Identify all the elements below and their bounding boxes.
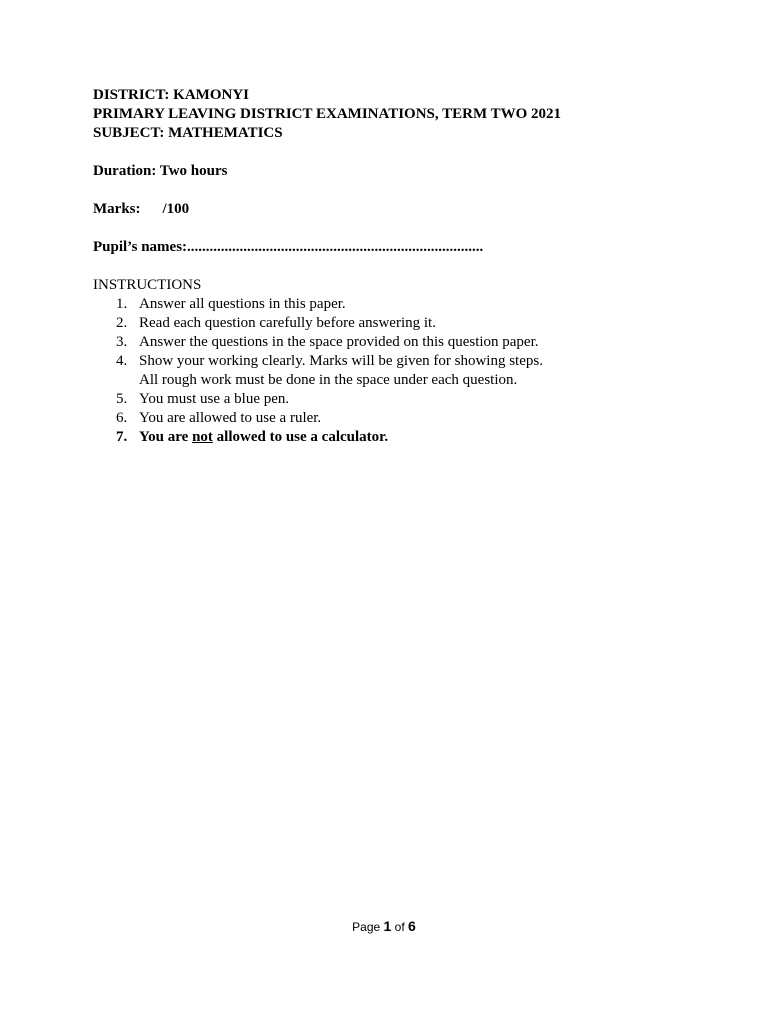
instruction-text: Answer the questions in the space provided on this question paper.: [139, 334, 539, 350]
marks-label: Marks:: [93, 201, 141, 217]
instruction-text: Read each question carefully before answering it.: [139, 315, 436, 331]
footer-total-pages: 6: [408, 918, 416, 934]
instruction-number: 4.: [116, 353, 128, 369]
instruction-text: You are allowed to use a ruler.: [139, 410, 322, 426]
instruction-item: [93, 409, 713, 428]
instruction-text-post: allowed to use a calculator.: [212, 429, 389, 445]
instruction-text: You must use a blue pen.: [139, 391, 290, 407]
instruction-item: [93, 390, 713, 409]
instruction-item: [93, 352, 713, 390]
marks-line: [93, 200, 713, 219]
footer-of-word: of: [394, 920, 405, 934]
instruction-item: [93, 333, 713, 352]
instruction-number: 6.: [116, 410, 128, 426]
exam-title-line: PRIMARY LEAVING DISTRICT EXAMINATIONS, TERM TWO 2021: [93, 106, 562, 122]
instruction-text: Show your working clearly. Marks will be given for showing steps.: [139, 353, 543, 369]
instruction-number: 7.: [116, 429, 128, 445]
instruction-number: 3.: [116, 334, 128, 350]
district-line: DISTRICT: KAMONYI: [93, 87, 249, 103]
instruction-item: [93, 295, 713, 314]
instruction-text-underlined: not: [192, 429, 213, 445]
footer-current-page: 1: [383, 918, 392, 934]
instructions-list: [93, 295, 713, 447]
duration-line: Duration: Two hours: [93, 163, 228, 179]
instruction-item-calculator: [93, 428, 713, 447]
footer-page-word: Page: [352, 920, 381, 934]
instruction-item: [93, 314, 713, 333]
instruction-number: 1.: [116, 296, 128, 312]
exam-cover-content: [93, 86, 713, 447]
instruction-text-continued: All rough work must be done in the space under each question.: [139, 372, 518, 388]
instruction-text-pre: You are: [139, 429, 193, 445]
marks-value: /100: [162, 201, 190, 217]
instruction-number: 2.: [116, 315, 128, 331]
instruction-number: 5.: [116, 391, 128, 407]
pupil-names-field: Pupil’s names:...............................................................................: [93, 239, 484, 255]
instruction-text: Answer all questions in this paper.: [139, 296, 346, 312]
page-footer: [0, 916, 768, 937]
instructions-heading: INSTRUCTIONS: [93, 277, 202, 293]
subject-line: SUBJECT: MATHEMATICS: [93, 125, 283, 141]
